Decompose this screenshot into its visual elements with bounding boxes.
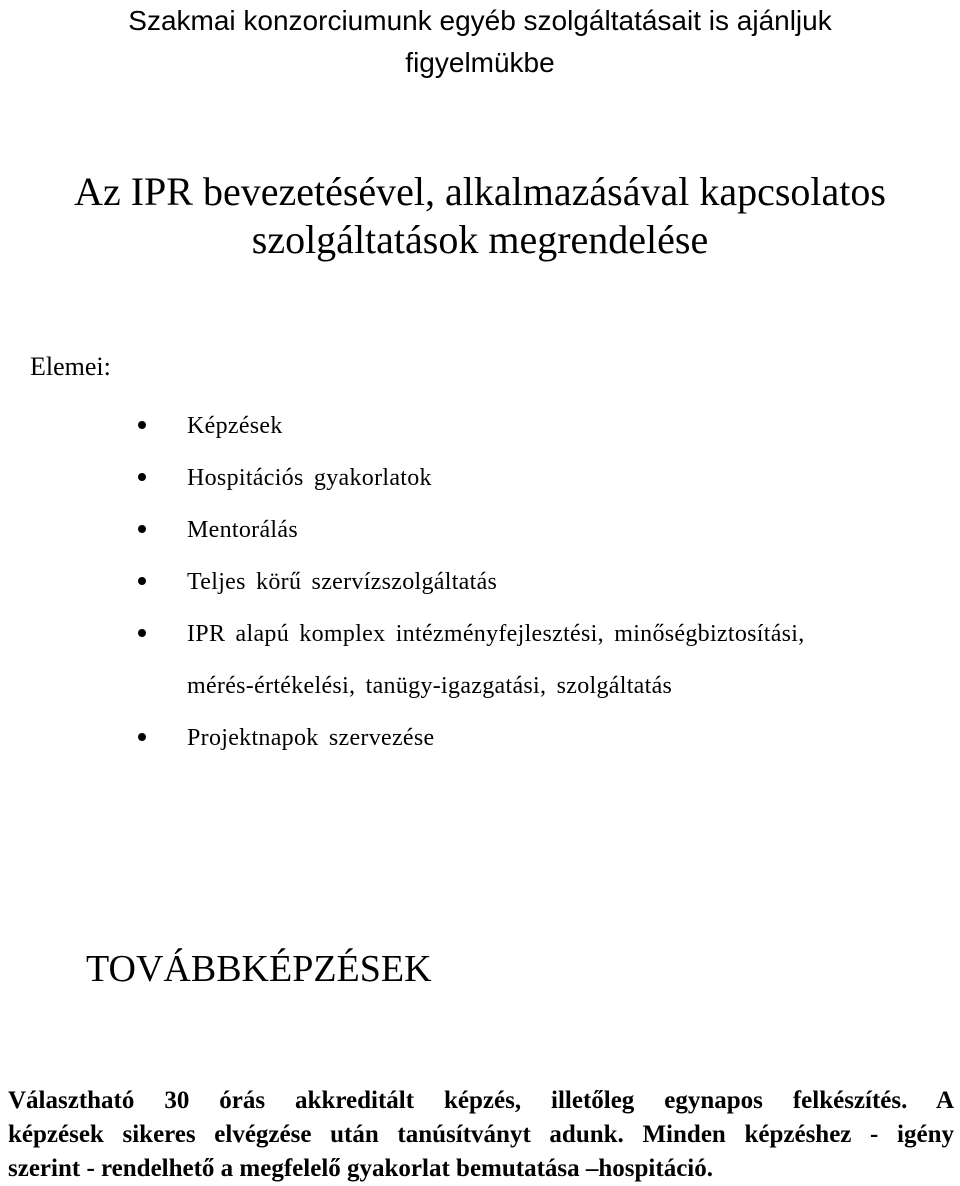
services-heading-line-1: Az IPR bevezetésével, alkalmazásával kapcsolatos	[74, 169, 886, 214]
bullet-icon	[138, 733, 146, 741]
list-item	[0, 608, 960, 712]
continuing-education-paragraph	[8, 1084, 954, 1186]
list-item-label: Mentorálás	[187, 517, 298, 543]
list-item	[0, 556, 960, 608]
page-title-line-2: figyelmükbe	[405, 47, 555, 78]
paragraph-line-1: Választható 30 órás akkreditált képzés, illetőleg egynapos felkészítés. A	[8, 1087, 954, 1114]
bullet-icon	[138, 421, 146, 429]
list-item	[0, 400, 960, 452]
services-list	[0, 400, 960, 764]
services-heading	[0, 168, 960, 264]
list-item-label-line-1: IPR alapú komplex intézményfejlesztési, minőségbiztosítási,	[187, 621, 805, 647]
bullet-icon	[138, 577, 146, 585]
elements-label: Elemei:	[30, 352, 111, 381]
bullet-icon	[138, 629, 146, 637]
list-item-label: Képzések	[187, 413, 283, 439]
paragraph-line-3: szerint - rendelhető a megfelelő gyakorlat bemutatása –hospitáció.	[8, 1155, 713, 1182]
bullet-icon	[138, 473, 146, 481]
paragraph-line-2: képzések sikeres elvégzése után tanúsítványt adunk. Minden képzéshez - igény	[8, 1121, 954, 1148]
list-item	[0, 712, 960, 764]
list-item-label-line-2: mérés-értékelési, tanügy-igazgatási, szolgáltatás	[187, 673, 673, 699]
bullet-icon	[138, 525, 146, 533]
list-item	[0, 504, 960, 556]
page-title-line-1: Szakmai konzorciumunk egyéb szolgáltatásait is ajánljuk	[128, 5, 832, 36]
list-item-label: Projektnapok szervezése	[187, 725, 435, 751]
page-title	[0, 0, 960, 84]
list-item-label: Teljes körű szervízszolgáltatás	[187, 569, 498, 595]
list-item	[0, 452, 960, 504]
continuing-education-heading: TOVÁBBKÉPZÉSEK	[86, 948, 432, 990]
services-heading-line-2: szolgáltatások megrendelése	[251, 217, 709, 262]
list-item-label: Hospitációs gyakorlatok	[187, 465, 432, 491]
